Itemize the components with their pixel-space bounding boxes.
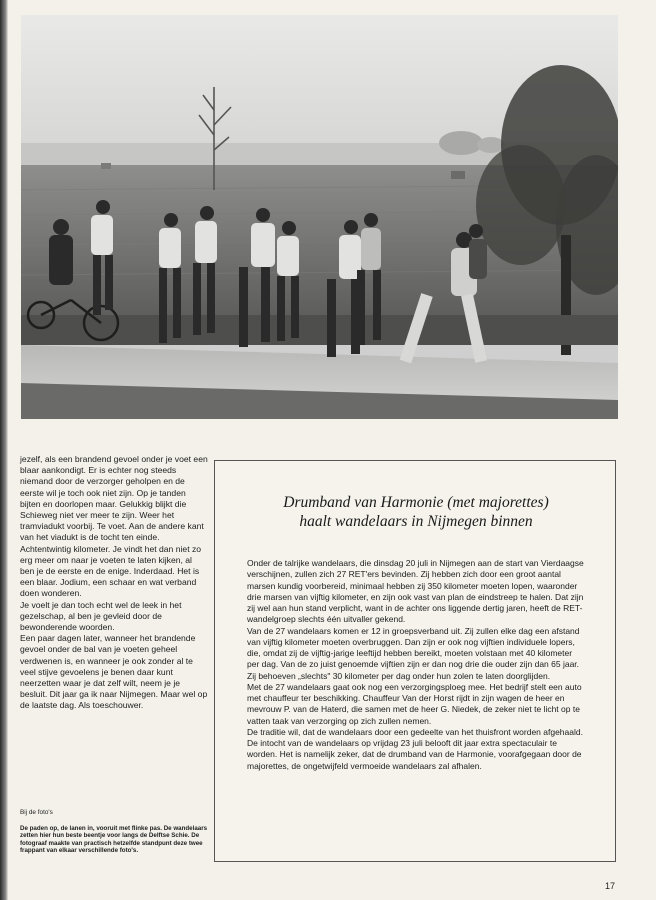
left-paragraph: Je voelt je dan toch echt wel de leek in het gezelschap, al ben je gevleid door de bewonderende woorden. xyxy=(20,599,182,633)
article-paragraph: Onder de talrijke wandelaars, die dinsdag 20 juli in Nijmegen aan de start van Vierdaagse verschijnen, zullen zich 27 RET'ers bevinden. Zij hebben zich door een groot aantal marsen kundig voorbereid, minimaal hebben zij 350 kilometer moeten lopen, waaronder drie marsen van vijftig kilometer, en zijn ook vast van plan de eindstreep te halen. Dat zijn zij wel aan hun stand verplicht, want in de achter ons liggende dertig jaren, heeft de RET-wandelgroep slechts één uitvaller gekend. xyxy=(247,558,584,625)
article-paragraph: Met de 27 wandelaars gaat ook nog een verzorgingsploeg mee. Het bedrijf stelt een auto met chauffeur ter beschikking. Chauffeur Van der Horst rijdt in zijn wagen de heer en mevrouw P. van de Haterd, die samen met de heer G. Niedek, de zeker niet te licht op te vatten taak van verzorging op zich zullen nemen. xyxy=(247,681,582,726)
headline-line: Drumband van Harmonie (met majorettes) xyxy=(283,494,549,511)
article-paragraph: Van de 27 wandelaars komen er 12 in groepsverband uit. Zij zullen elke dag een afstand van vijftig kilometer moeten overbruggen. Dan zijn er ook nog vijftien individuele lopers, die, omdat zij de vijftig-jarige leeftijd hebben bereikt, moeten volstaan met 40 kilometer per dag. Van de zo juist genoemde vijftien zijn er dan nog drie die ouder zijn dan 65 jaar. Zij behoeven „slechts" 30 kilometer per dag onder hun zolen te laten doorglijden. xyxy=(247,625,580,681)
photo-caption xyxy=(20,809,208,855)
page-binding-shadow xyxy=(0,0,8,900)
article-box xyxy=(214,460,616,862)
left-column-text xyxy=(20,454,208,712)
headline-line: haalt wandelaars in Nijmegen binnen xyxy=(299,513,533,530)
page-number: 17 xyxy=(605,881,616,891)
article-headline xyxy=(225,493,607,531)
article-paragraph: De traditie wil, dat de wandelaars door een gedeelte van het thuisfront worden afgehaald. De intocht van de wandelaars op vrijdag 23 juli belooft dit jaar extra spectaculair te worden. Het is namelijk zeker, dat de drumband van de Harmonie, voorafgegaan door de majorettes, de ongetwijfeld vermoeide wandelaars zal afhalen. xyxy=(247,726,583,771)
caption-title: Bij de foto's xyxy=(20,809,53,816)
left-paragraph: jezelf, als een brandend gevoel onder je voet een blaar aankondigt. Er is echter nog steeds niemand door de verzorger geholpen en de eerste wil je toch ook niet zijn. Op je tanden bijten en doorlopen maar. Gelukkig blijkt die Schieweg niet ver meer te zijn. Weer het tramviadukt voorbij. Te voet. Aan de andere kant van het viadukt is de tocht ten einde. Achtentwintig kilometer. Je vindt het dan niet zo erg meer om naar je voeten te laten kijken, al ben je de eerste en de enige. Inderdaad. Het is een blaar. Jodium, een schaar en wat verband doen wonderen. xyxy=(20,454,208,599)
walkers-photo xyxy=(21,15,618,419)
article-body xyxy=(247,558,585,772)
left-paragraph: Een paar dagen later, wanneer het brandende gevoel onder de bal van je voeten geheel verdwenen is, en wanneer je ook zonder al te veel stijve gevoelens je benen daar kunt neerzetten waar je dat zelf wilt, neem je je besluit. Dit jaar ga ik naar Nijmegen. Maar wel op de laatste dag. Als toeschouwer. xyxy=(20,633,208,711)
walkers-photo-illustration xyxy=(21,15,618,419)
caption-body: De paden op, de lanen in, vooruit met flinke pas. De wandelaars zetten hier hun beste beentje voor langs de Delftse Schie. De fotograaf maakte van practisch hetzelfde standpunt deze twee frappant van elkaar verschillende foto's. xyxy=(20,824,208,855)
